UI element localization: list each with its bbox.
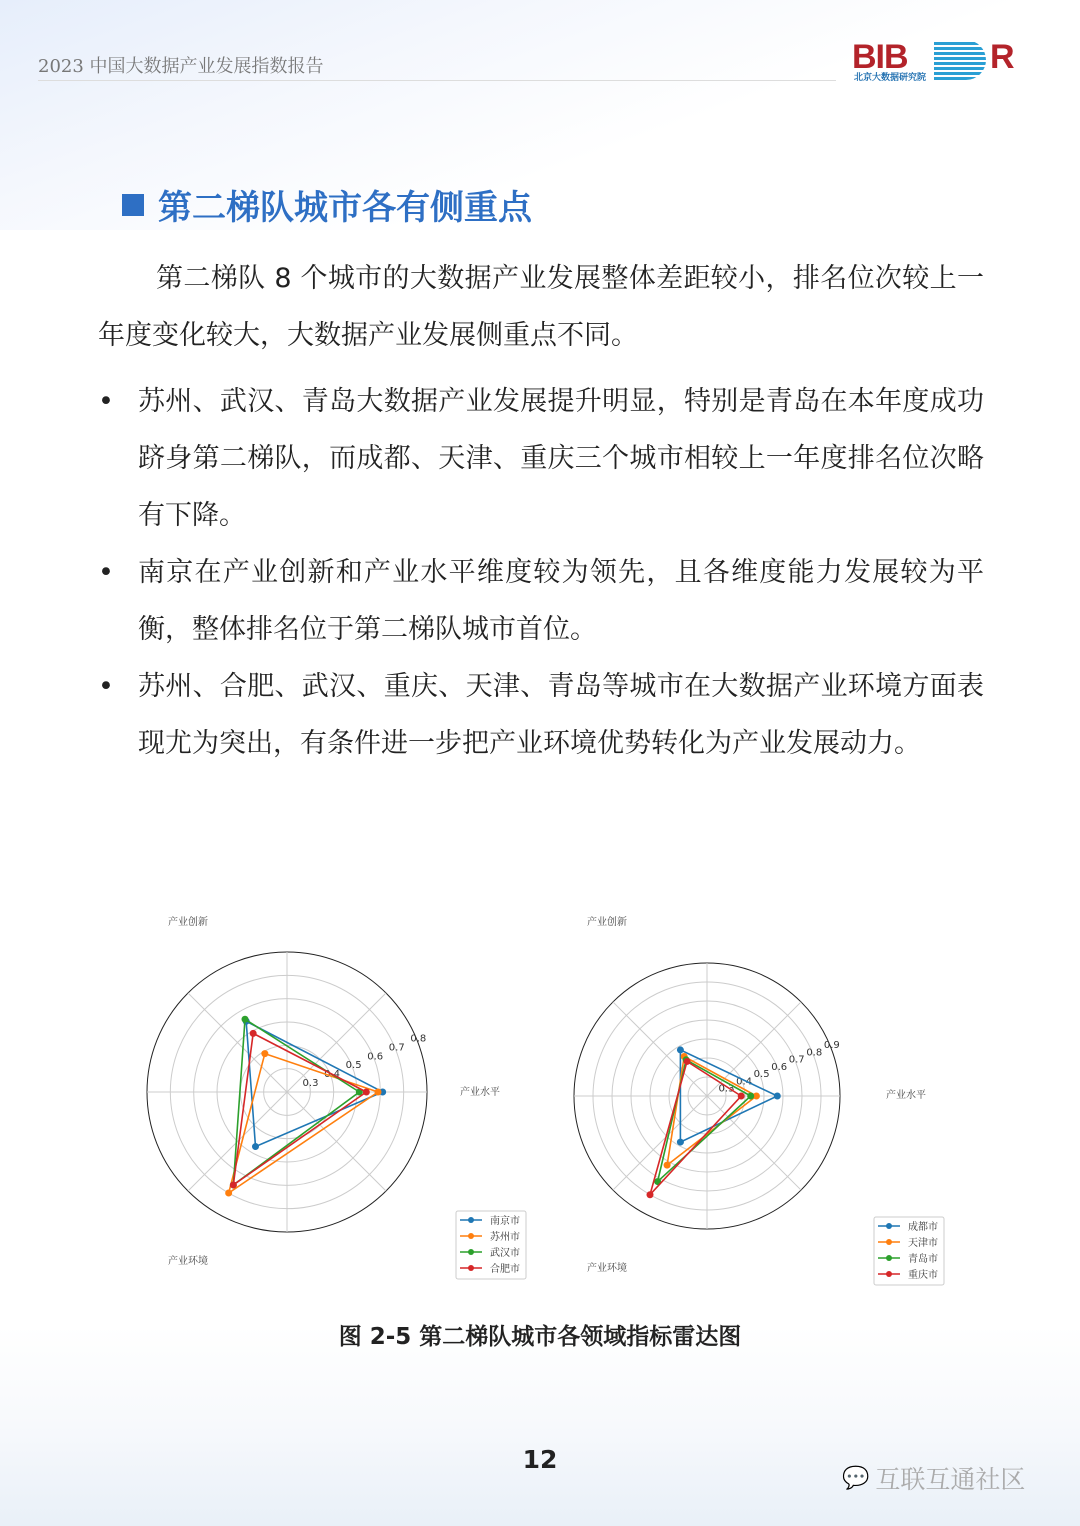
tick-label: 0.8 — [410, 1033, 427, 1045]
legend-label: 武汉市 — [490, 1248, 520, 1259]
watermark-text: 互联互通社区 — [875, 1465, 1026, 1494]
tick-label: 0.3 — [718, 1083, 735, 1095]
radar-chart-2 — [574, 915, 944, 1285]
header-divider — [38, 80, 836, 81]
data-point — [225, 1190, 232, 1197]
legend — [456, 1211, 526, 1279]
grid-spoke — [188, 1092, 287, 1191]
wechat-icon: 💬 — [842, 1465, 870, 1491]
tick-label: 0.4 — [324, 1069, 341, 1081]
legend-marker — [886, 1255, 892, 1261]
bibdr-logo: BIB R 北京大数据研究院 — [852, 38, 1015, 83]
tick-label: 0.5 — [753, 1069, 770, 1081]
data-point — [250, 1030, 257, 1037]
section-title-text: 第二梯队城市各有侧重点 — [158, 188, 532, 228]
data-point — [747, 1093, 754, 1100]
data-point — [677, 1046, 684, 1053]
axis-label: 产业创新 — [168, 917, 208, 928]
figure-caption: 图 2-5 第二梯队城市各领域指标雷达图 — [338, 1324, 742, 1350]
legend-label: 南京市 — [490, 1216, 520, 1227]
legend-marker — [886, 1223, 892, 1229]
radar-chart-1 — [147, 915, 526, 1279]
data-point — [363, 1089, 370, 1096]
legend-label: 苏州市 — [490, 1232, 520, 1243]
data-point — [684, 1058, 691, 1065]
grid-spoke — [707, 1096, 801, 1190]
grid-spoke — [613, 1002, 707, 1096]
tick-label: 0.6 — [771, 1061, 788, 1073]
legend-label: 天津市 — [908, 1238, 938, 1249]
axis-label: 产业环境 — [587, 1263, 627, 1274]
legend-label: 合肥市 — [490, 1264, 520, 1275]
data-point — [230, 1181, 237, 1188]
grid-spoke — [287, 1092, 386, 1191]
tick-label: 0.5 — [345, 1060, 362, 1072]
data-point — [664, 1162, 671, 1169]
tick-label: 0.7 — [388, 1042, 405, 1054]
watermark — [842, 1460, 1025, 1496]
legend-marker — [468, 1233, 474, 1239]
legend-label: 青岛市 — [908, 1254, 938, 1265]
grid-spoke — [613, 1096, 707, 1190]
legend-marker — [468, 1217, 474, 1223]
data-point — [774, 1093, 781, 1100]
legend-marker — [886, 1271, 892, 1277]
bullet-item: • 苏州、合肥、武汉、重庆、天津、青岛等城市在大数据产业环境方面表现尤为突出，有条件进一步把产业环境优势转化为产业发展动力。 — [98, 658, 984, 772]
legend — [874, 1217, 944, 1285]
legend-marker — [468, 1249, 474, 1255]
data-point — [252, 1143, 259, 1150]
data-point — [375, 1089, 382, 1096]
tick-label: 0.4 — [736, 1076, 753, 1088]
square-bullet-icon — [122, 194, 144, 216]
section-title — [122, 180, 532, 229]
bullet-item: • 南京在产业创新和产业水平维度较为领先，且各维度能力发展较为平衡，整体排名位于第二梯队城市首位。 — [98, 544, 984, 658]
bullet-list — [98, 373, 984, 772]
logo-subtitle: 北京大数据研究院 — [854, 73, 927, 83]
tick-label: 0.7 — [788, 1054, 805, 1066]
tick-label: 0.6 — [367, 1051, 384, 1063]
axis-label: 产业水平 — [886, 1090, 926, 1101]
legend-label: 重庆市 — [908, 1270, 938, 1281]
axis-label: 产业环境 — [168, 1256, 208, 1267]
tick-label: 0.3 — [302, 1078, 319, 1090]
axis-label: 产业水平 — [460, 1087, 500, 1098]
tick-label: 0.9 — [823, 1040, 840, 1052]
report-header-title: 2023 中国大数据产业发展指数报告 — [38, 56, 324, 77]
intro-paragraph: 第二梯队 8 个城市的大数据产业发展整体差距较小，排名位次较上一年度变化较大，大数据产业发展侧重点不同。 — [98, 263, 984, 351]
legend-marker — [886, 1239, 892, 1245]
legend-label: 成都市 — [908, 1222, 938, 1233]
data-point — [242, 1016, 249, 1023]
axis-label: 产业创新 — [587, 917, 627, 928]
data-point — [738, 1093, 745, 1100]
bullet-item: • 苏州、武汉、青岛大数据产业发展提升明显，特别是青岛在本年度成功跻身第二梯队，而成都、天津、重庆三个城市相较上一年度排名位次略有下降。 — [98, 373, 984, 544]
page-number: 12 — [522, 1445, 558, 1474]
data-point — [261, 1050, 268, 1057]
tick-label: 0.8 — [806, 1047, 823, 1059]
data-point — [677, 1139, 684, 1146]
legend-marker — [468, 1265, 474, 1271]
footer-background — [0, 1326, 1080, 1526]
radar-charts — [0, 900, 1080, 1310]
data-point — [647, 1191, 654, 1198]
grid-spoke — [707, 1002, 801, 1096]
